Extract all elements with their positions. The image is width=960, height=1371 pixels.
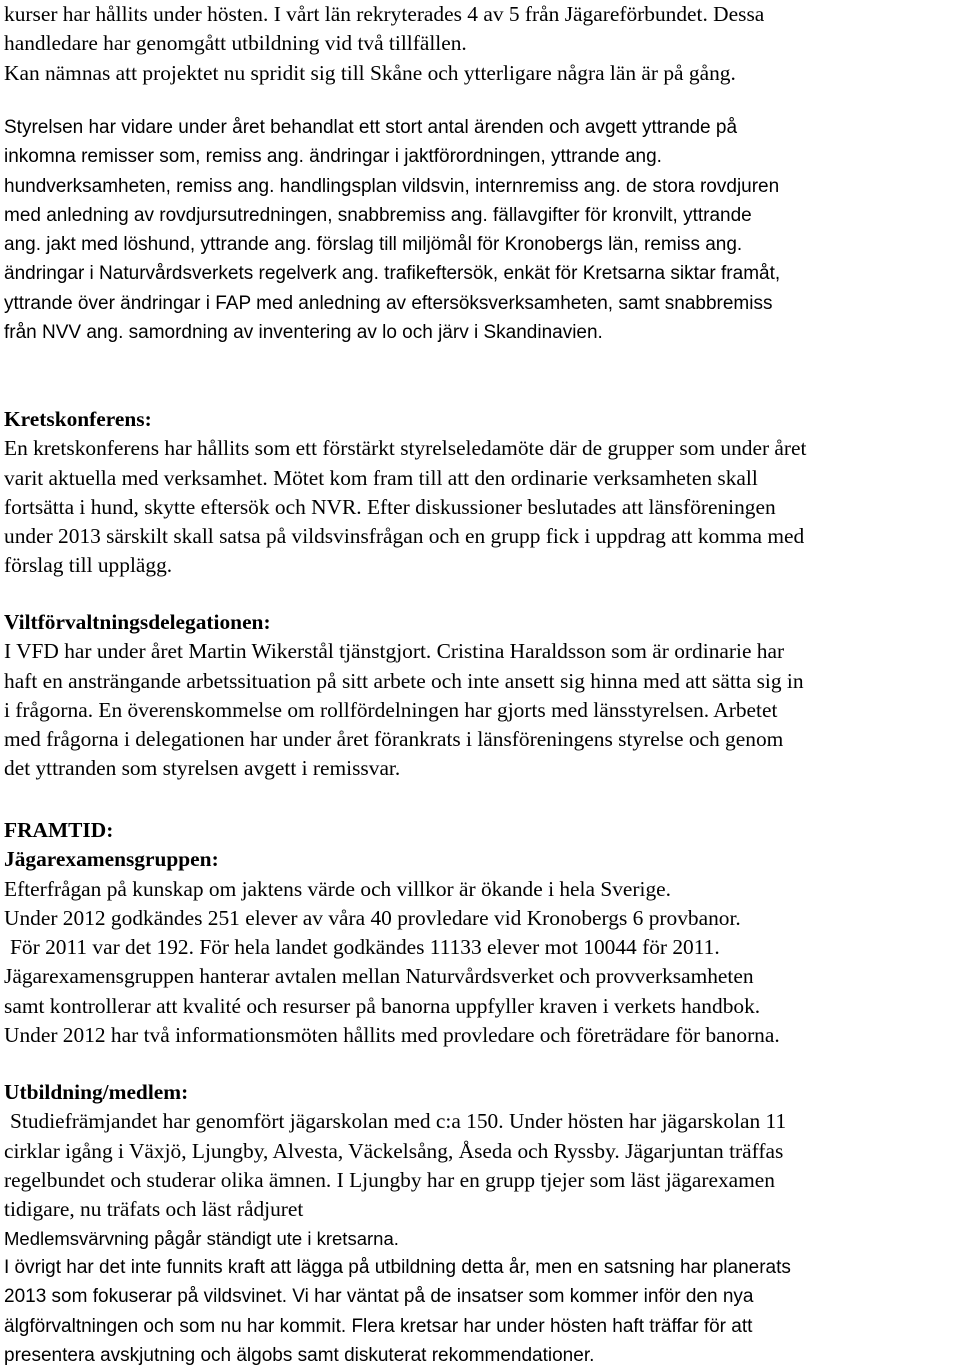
styrelsen-line: inkomna remisser som, remiss ang. ändringar i jaktförordningen, yttrande ang. — [4, 146, 662, 168]
jagarexamen-line: Efterfrågan på kunskap om jaktens värde och villkor är ökande i hela Sverige. — [4, 876, 672, 901]
utbildning-line: cirklar igång i Växjö, Ljungby, Alvesta, Väckelsång, Åseda och Ryssby. Jägarjuntan träffas — [4, 1138, 784, 1163]
kretskonferens-line: under 2013 särskilt skall satsa på vildsvinsfrågan och en grupp fick i uppdrag att komma med — [4, 524, 805, 549]
utbildning-section — [4, 1078, 960, 1224]
intro-line: Kan nämnas att projektet nu spridit sig till Skåne och ytterligare några län är på gång. — [4, 60, 736, 85]
viltforvaltning-heading: Viltförvaltningsdelegationen: — [4, 610, 271, 634]
framtid-section — [4, 816, 960, 1050]
styrelsen-line: ändringar i Naturvårdsverkets regelverk ang. trafikeftersök, enkät för Kretsarna siktar framåt, — [4, 263, 781, 285]
member-paragraph — [4, 1224, 960, 1253]
styrelsen-line: hundverksamheten, remiss ang. handlingsplan vildsvin, internremiss ang. de stora rovdjuren — [4, 175, 780, 197]
kretskonferens-line: En kretskonferens har hållits som ett förstärkt styrelseledamöte där de grupper som under året — [4, 436, 807, 461]
kretskonferens-line: varit aktuella med verksamhet. Mötet kom fram till att den ordinarie verksamheten skall — [4, 465, 758, 490]
styrelsen-line: Styrelsen har vidare under året behandlat ett stort antal ärenden och avgett yttrande på — [4, 117, 738, 138]
closing-line: älgförvaltningen och som nu har kommit. Flera kretsar har under hösten haft träffar för att — [4, 1315, 753, 1337]
closing-line: I övrigt har det inte funnits kraft att lägga på utbildning detta år, men en satsning har planerats — [4, 1257, 791, 1278]
styrelsen-line: från NVV ang. samordning av inventering av lo och järv i Skandinavien. — [4, 322, 603, 344]
jagarexamen-line: För 2011 var det 192. För hela landet godkändes 11133 elever mot 10044 för 2011. — [10, 935, 720, 960]
viltforvaltning-line: med frågorna i delegationen har under året förankrats i länsföreningens styrelse och genom — [4, 727, 784, 752]
kretskonferens-line: fortsätta i hund, skytte eftersök och NVR. Efter diskussioner beslutades att länsföreningen — [4, 494, 776, 519]
utbildning-line: regelbundet och studerar olika ämnen. I Ljungby har en grupp tjejer som läst jägarexamen — [4, 1167, 775, 1192]
jagarexamen-line: Under 2012 har två informationsmöten hållits med provledare och företrädare för banorna. — [4, 1023, 780, 1048]
intro-line: kurser har hållits under hösten. I vårt län rekryterades 4 av 5 från Jägareförbundet. Dessa — [4, 2, 765, 26]
intro-paragraph — [4, 0, 960, 88]
styrelsen-paragraph — [4, 113, 960, 347]
framtid-heading: FRAMTID: — [4, 818, 114, 842]
viltforvaltning-line: I VFD har under året Martin Wikerstål tjänstgjort. Cristina Haraldsson som är ordinarie har — [4, 639, 785, 664]
closing-paragraph — [4, 1253, 960, 1370]
viltforvaltning-section — [4, 608, 960, 784]
jagarexamen-heading: Jägarexamensgruppen: — [4, 847, 219, 872]
jagarexamen-line: Jägarexamensgruppen hanterar avtalen mellan Naturvårdsverket och provverksamheten — [4, 964, 754, 989]
styrelsen-line: yttrande över ändringar i FAP med anledning av eftersöksverksamheten, samt snabbremiss — [4, 292, 773, 314]
intro-line: handledare har genomgått utbildning vid två tillfällen. — [4, 31, 467, 56]
member-line: Medlemsvärvning pågår ständigt ute i kretsarna. — [4, 1228, 399, 1249]
jagarexamen-line: Under 2012 godkändes 251 elever av våra 40 provledare vid Kronobergs 6 provbanor. — [4, 905, 741, 930]
styrelsen-line: med anledning av rovdjursutredningen, snabbremiss ang. fällavgifter för kronvilt, yttrande — [4, 204, 752, 226]
kretskonferens-heading: Kretskonferens: — [4, 407, 152, 431]
jagarexamen-line: samt kontrollerar att kvalité och resurser på banorna uppfyller kraven i verkets handbok. — [4, 993, 761, 1018]
utbildning-line: Studiefrämjandet har genomfört jägarskolan med c:a 150. Under hösten har jägarskolan 11 — [10, 1109, 787, 1134]
styrelsen-line: ang. jakt med löshund, yttrande ang. förslag till miljömål för Kronobergs län, remiss ang. — [4, 234, 743, 256]
closing-line: presentera avskjutning och älgobs samt diskuterat rekommendationer. — [4, 1344, 595, 1366]
kretskonferens-section — [4, 405, 960, 581]
utbildning-heading: Utbildning/medlem: — [4, 1080, 189, 1104]
viltforvaltning-line: haft en ansträngande arbetssituation på sitt arbete och inte ansett sig hinna med att sätta sig in — [4, 668, 804, 693]
utbildning-line: tidigare, nu träfats och läst rådjuret — [4, 1197, 304, 1222]
viltforvaltning-line: det yttranden som styrelsen avgett i remissvar. — [4, 756, 401, 781]
closing-line: 2013 som fokuserar på vildsvinet. Vi har väntat på de insatser som kommer inför den nya — [4, 1286, 754, 1308]
viltforvaltning-line: i frågorna. En överenskommelse om rollfördelningen har gjorts med länsstyrelsen. Arbetet — [4, 697, 778, 722]
kretskonferens-line: förslag till upplägg. — [4, 553, 173, 578]
